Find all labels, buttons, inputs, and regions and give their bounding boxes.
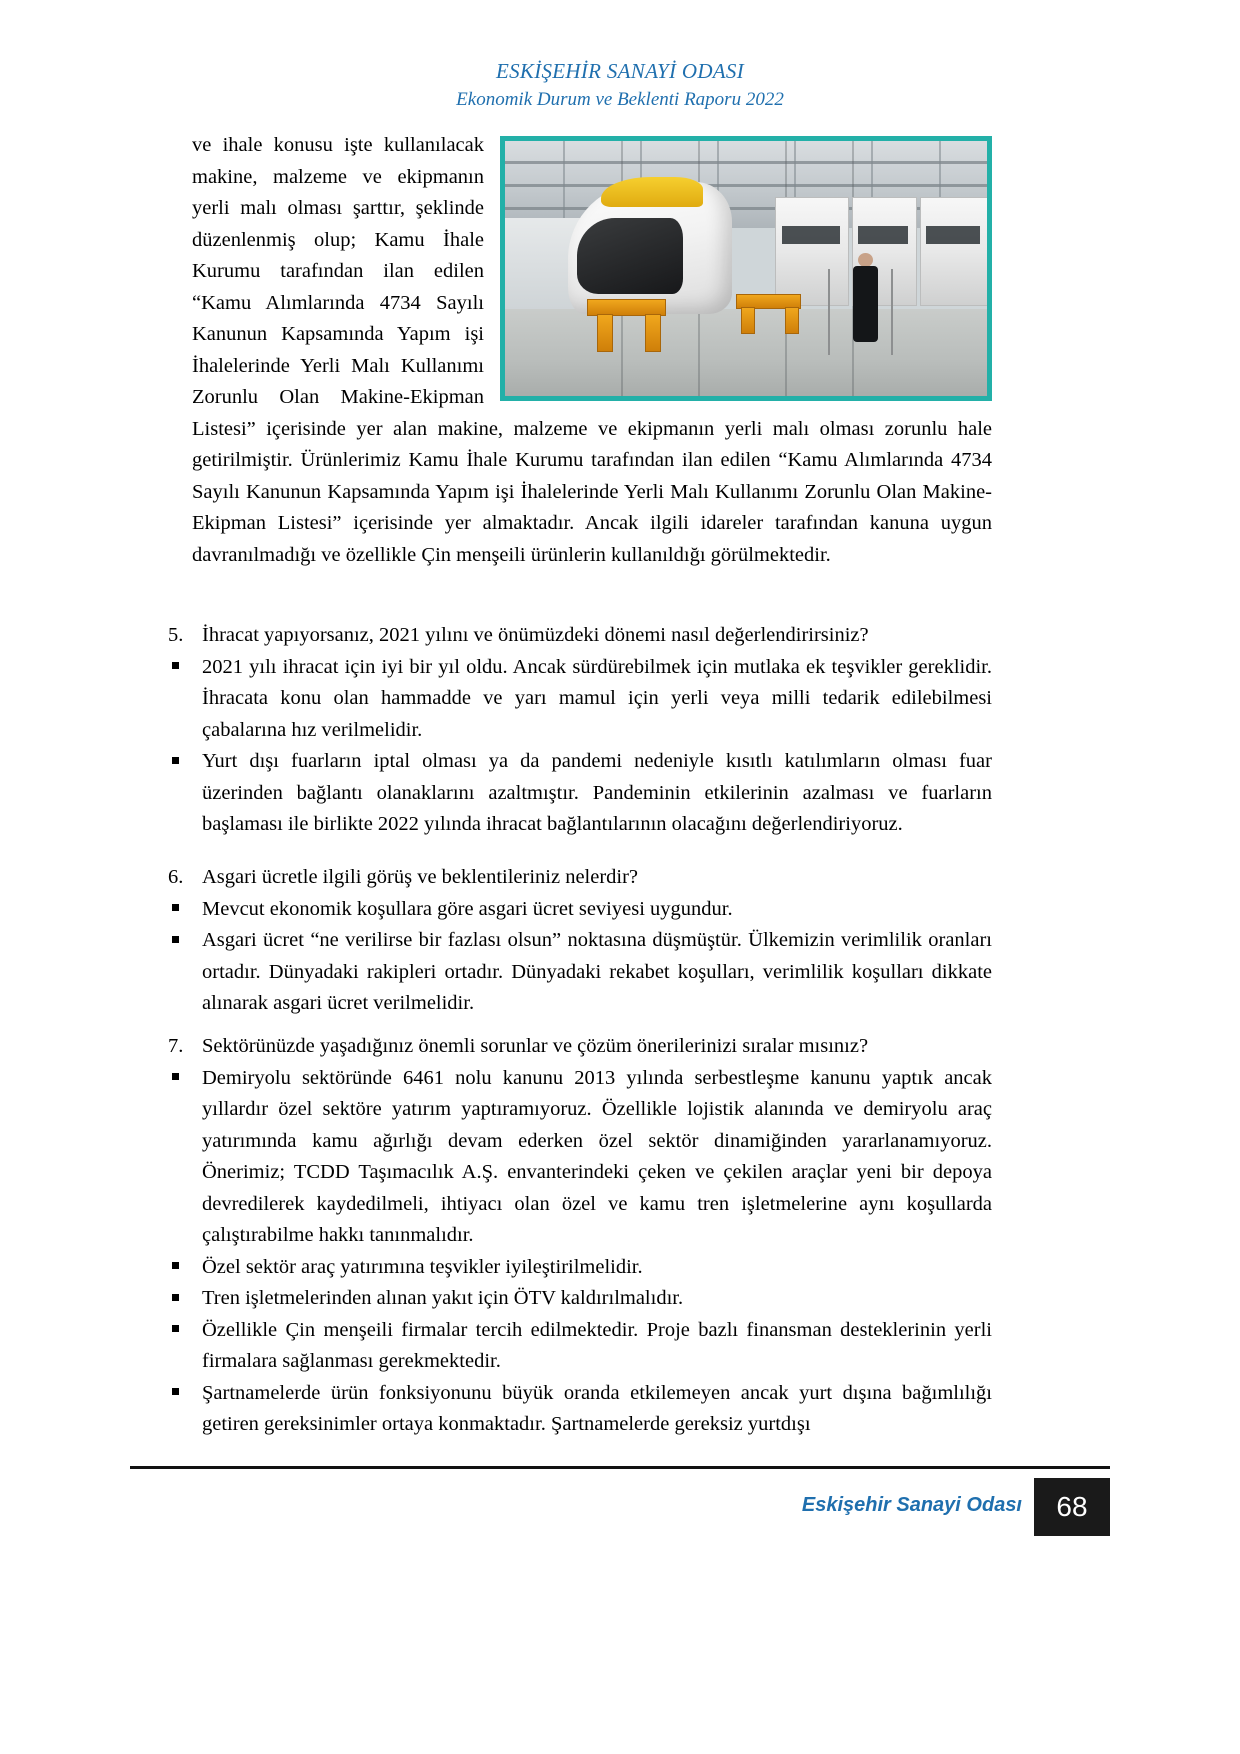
footer-organization-label: Eskişehir Sanayi Odası [801,1494,1022,1516]
bullet-text: Tren işletmelerinden alınan yakıt için ÖTV kaldırılmalıdır. [202,1287,684,1309]
ceiling-beam [505,161,987,164]
list-item [168,746,992,841]
question-row [168,862,992,894]
bullet-square-icon [168,1252,202,1284]
handrail-pole [828,269,830,356]
question-number: 7. [168,1035,184,1057]
footer-divider [130,1466,1110,1469]
question-number: 6. [168,866,184,888]
list-item [168,925,992,1020]
bullet-text: Yurt dışı fuarların iptal olması ya da pandemi nedeniyle kısıtlı katılımların olması fuar üzerinden bağlantı olanaklarını azaltmıştır. Pandeminin etkilerinin azalması ve fuarların başlaması ile birlikte 2022 yılında ihracat bağlantılarının olacağını değerlendiriyoruz. [202,750,992,835]
header-report-subtitle: Ekonomik Durum ve Beklenti Raporu 2022 [456,89,784,111]
bullet-text: Mevcut ekonomik koşullara göre asgari ücret seviyesi uygundur. [202,897,733,920]
bullet-text: Demiryolu sektöründe 6461 nolu kanunu 2013 yılında serbestleşme kanunu yaptık ancak yıllardır özel sektöre yatırım yaptıramıyoruz. Özellikle lojistik alanında ve demiryolu araç yatırımında kamu ağırlığı devam ederken özel sektör dinamiğinden yararlanamıyoruz. Önerimiz; TCDD Taşımacılık A.Ş. envanterindeki çeken ve çekilen araçlar yeni bir depoya devredilerek kaydedilmeli, ihtiyacı olan özel ve kamu tren işletmelerine aynı koşullarda çalıştırabilme hakkı tanınmalıdır. [202,1066,992,1246]
question-text: İhracat yapıyorsanız, 2021 yılını ve önümüzdeki dönemi nasıl değerlendirirsiniz? [202,624,869,646]
bullet-square-icon [168,1283,202,1315]
worker-body [853,266,878,343]
question-row [168,1031,992,1063]
list-item [168,1252,992,1284]
page-footer [130,1478,1110,1536]
question-text: Asgari ücretle ilgili görüş ve beklentileriniz nelerdir? [202,866,639,888]
question-block-6 [168,840,992,1020]
support-leg [597,314,613,352]
ceiling-beam [505,184,987,187]
bullet-text: Özel sektör araç yatırımına teşvikler iyileştirilmelidir. [202,1255,643,1278]
list-item [168,1378,992,1441]
bullet-text: Asgari ücret “ne verilirse bir fazlası olsun” noktasına düşmüştür. Ülkemizin verimlilik oranları ortadır. Dünyadaki rakipleri ortadır. Dünyadaki rekabet koşulları, verimlilik koşulları dikkate alınarak asgari ücret verilmelidir. [202,929,992,1014]
list-item [168,652,992,747]
list-item [168,894,992,926]
support-leg [741,307,755,335]
train-car [775,197,849,306]
train-car [920,197,987,306]
page-header [0,58,1240,113]
train-car-window [926,226,980,244]
list-item [168,1283,992,1315]
list-item [168,1315,992,1378]
bullet-square-icon [168,925,202,957]
bullet-text: 2021 yılı ihracat için iyi bir yıl oldu. Ancak sürdürebilmek için mutlaka ek teşvikler gereklidir. İhracata konu olan hammadde ve yarı mamul için yerli veya milli tedarik edilebilmesi çabalarına hız verilmelidir. [202,655,992,741]
question-block-5 [168,598,992,841]
main-content [192,130,992,571]
bullet-text: Şartnamelerde ürün fonksiyonunu büyük oranda etkilemeyen ancak yurt dışına bağımlılığı getiren gereksinimler ortaya konmaktadır. Şartnamelerde gereksiz yurtdışı [202,1381,992,1435]
support-leg [785,307,799,335]
photo-canvas [505,141,987,396]
page-number-badge: 68 [1034,1478,1110,1536]
bullet-square-icon [168,746,202,778]
bullet-square-icon [168,894,202,926]
question-text: Sektörünüzde yaşadığınız önemli sorunlar ve çözüm önerilerinizi sıralar mısınız? [202,1035,869,1057]
bullet-square-icon [168,1063,202,1095]
bullet-square-icon [168,652,202,684]
handrail-pole [891,269,893,356]
train-front-panel [577,218,683,295]
train-car-window [858,226,908,244]
train-manufacturing-facility-photo [500,136,992,401]
header-organization-title: ESKİŞEHİR SANAYİ ODASI [495,59,745,83]
question-block-7 [168,1009,992,1441]
list-item [168,1063,992,1252]
bullet-square-icon [168,1378,202,1410]
support-leg [645,314,661,352]
question-number: 5. [168,624,184,646]
bullet-text: Özellikle Çin menşeili firmalar tercih edilmektedir. Proje bazlı finansman desteklerinin yerli firmalara sağlanması gerekmektedir. [202,1318,992,1372]
body-paragraph-1: ve ihale konusu işte kullanılacak makine, malzeme ve ekipmanın yerli malı olması şarttır, şeklinde düzenlenmiş olup; Kamu İhale Kurumu tarafından ilan edilen “Kamu Alımlarında 4734 Sayılı Kanunun Kapsamında Yapım işi İhalelerinde Yerli Malı Kullanımı Zorunlu Olan Makine-Ekipman Listesi” içerisinde yer alan makine, malzeme ve ekipmanın yerli malı olması zorunlu hale getirilmiştir. Ürünlerimiz Kamu İhale Kurumu tarafından ilan edilen “Kamu Alımlarında 4734 Sayılı Kanunun Kapsamında Yapım işi İhalelerinde Yerli Malı Kullanımı Zorunlu Olan Makine-Ekipman Listesi” içerisinde yer almaktadır. Ancak ilgili idareler tarafından kanuna uygun davranılmadığı ve özellikle Çin menşeili ürünlerin kullanıldığı görülmektedir. [192,134,992,566]
ceiling-rafter [563,141,565,228]
question-row [168,620,992,652]
bullet-square-icon [168,1315,202,1347]
train-car-window [782,226,840,244]
